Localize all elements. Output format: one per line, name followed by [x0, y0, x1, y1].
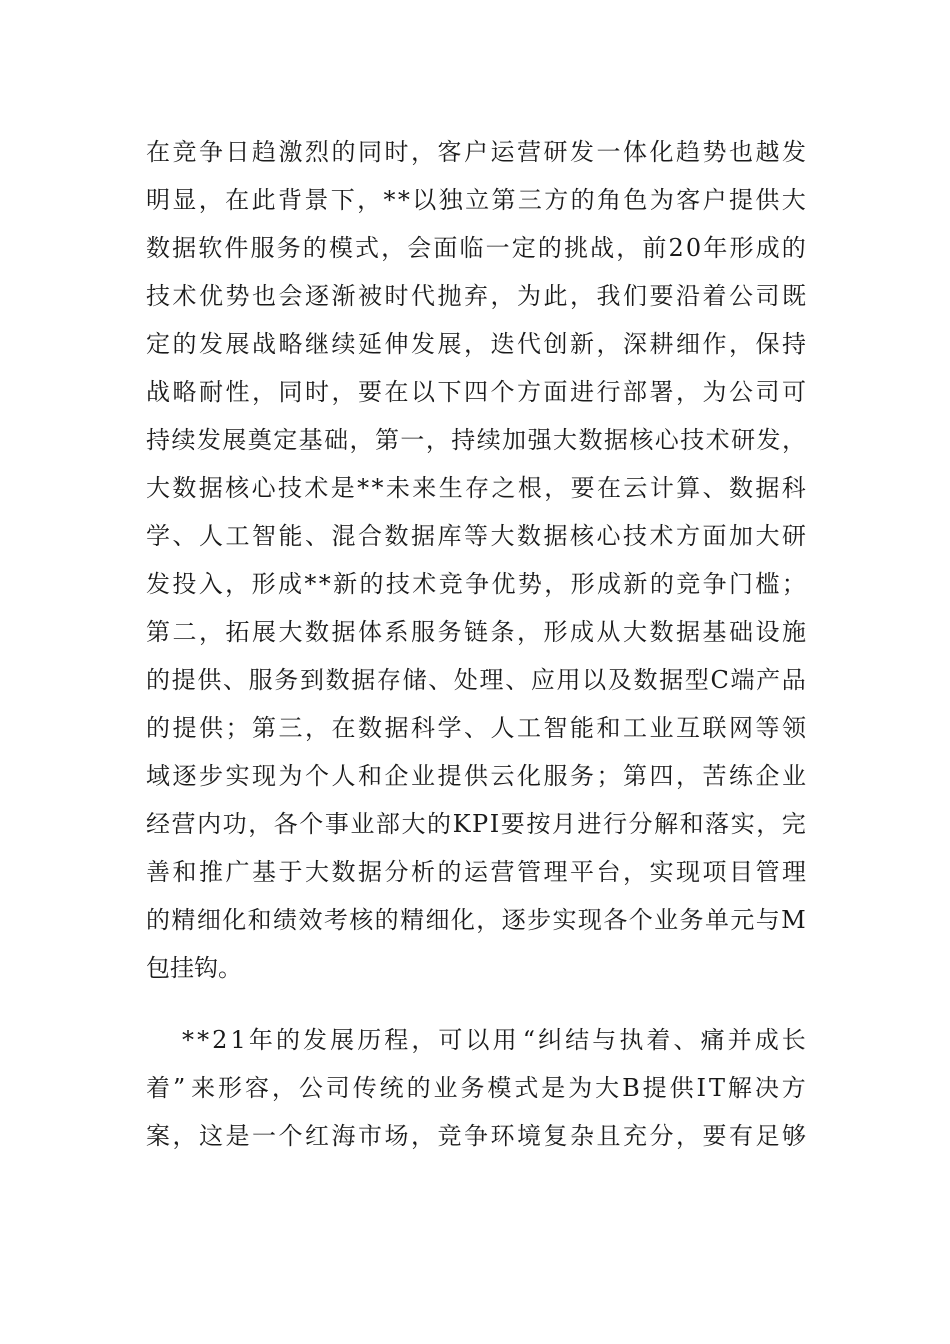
- text-line: 技 术 优 势 也 会 逐 渐 被 时 代 抛 弃 ， 为 此 ， 我 们 要 沿 着 公 司 既: [146, 282, 806, 310]
- text-line: 发 投 入 ， 形 成 * * 新 的 技 术 竞 争 优 势 ， 形 成 新 的 竞 争 门 槛 ；: [146, 570, 806, 598]
- text-line: 数 据 软 件 服 务 的 模 式 ， 会 面 临 一 定 的 挑 战 ， 前 2 0 年 形 成 的: [146, 234, 806, 262]
- text-line: 第 二 ， 拓 展 大 数 据 体 系 服 务 链 条 ， 形 成 从 大 数 据 基 础 设 施: [146, 618, 806, 646]
- text-line: 包挂钩。: [146, 954, 242, 982]
- text-line: * * 2 1 年 的 发 展 历 程 ， 可 以 用 “ 纠 结 与 执 着 、 痛 并 成 长: [182, 1026, 806, 1054]
- text-line: 定 的 发 展 战 略 继 续 延 伸 发 展 ， 迭 代 创 新 ， 深 耕 细 作 ， 保 持: [146, 330, 806, 358]
- text-line: 持 续 发 展 奠 定 基 础 ， 第 一 ， 持 续 加 强 大 数 据 核 心 技 术 研 发 ，: [146, 426, 806, 454]
- document-body: [146, 128, 806, 1160]
- text-line: 的 提 供 、 服 务 到 数 据 存 储 、 处 理 、 应 用 以 及 数 据 型 C 端 产 品: [146, 666, 806, 694]
- text-line: 案 ， 这 是 一 个 红 海 市 场 ， 竞 争 环 境 复 杂 且 充 分 ， 要 有 足 够: [146, 1122, 806, 1150]
- text-line: 明 显 ， 在 此 背 景 下 ， * * 以 独 立 第 三 方 的 角 色 为 客 户 提 供 大: [146, 186, 806, 214]
- paragraph-gap: [146, 992, 806, 1016]
- text-line: 善 和 推 广 基 于 大 数 据 分 析 的 运 营 管 理 平 台 ， 实 现 项 目 管 理: [146, 858, 806, 886]
- text-line: 的 提 供 ； 第 三 ， 在 数 据 科 学 、 人 工 智 能 和 工 业 互 联 网 等 领: [146, 714, 806, 742]
- paragraph-1: [146, 128, 806, 992]
- text-line: 着 ” 来 形 容 ， 公 司 传 统 的 业 务 模 式 是 为 大 B 提 供 I T 解 决 方: [146, 1074, 806, 1102]
- text-line: 学 、 人 工 智 能 、 混 合 数 据 库 等 大 数 据 核 心 技 术 方 面 加 大 研: [146, 522, 806, 550]
- text-line: 经 营 内 功 ， 各 个 事 业 部 大 的 K P I 要 按 月 进 行 分 解 和 落 实 ， 完: [146, 810, 806, 838]
- text-line: 大 数 据 核 心 技 术 是 * * 未 来 生 存 之 根 ， 要 在 云 计 算 、 数 据 科: [146, 474, 806, 502]
- text-line: 域 逐 步 实 现 为 个 人 和 企 业 提 供 云 化 服 务 ； 第 四 ， 苦 练 企 业: [146, 762, 806, 790]
- paragraph-2: [146, 1016, 806, 1160]
- text-line: 的 精 细 化 和 绩 效 考 核 的 精 细 化 ， 逐 步 实 现 各 个 业 务 单 元 与 M: [146, 906, 806, 934]
- text-line: 战 略 耐 性 ， 同 时 ， 要 在 以 下 四 个 方 面 进 行 部 署 ， 为 公 司 可: [146, 378, 806, 406]
- text-line: 在 竞 争 日 趋 激 烈 的 同 时 ， 客 户 运 营 研 发 一 体 化 趋 势 也 越 发: [146, 138, 806, 166]
